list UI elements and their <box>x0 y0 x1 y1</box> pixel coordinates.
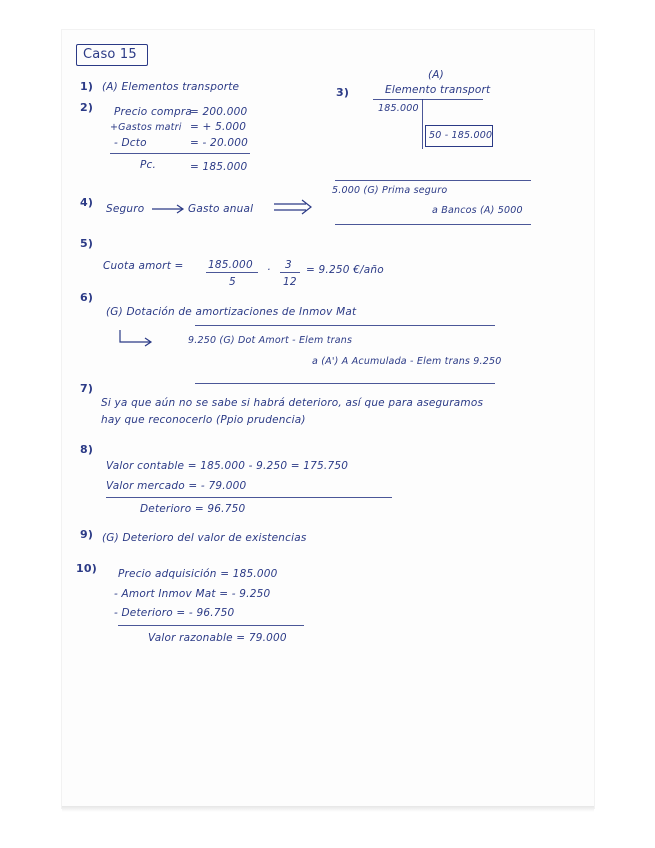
q2-row3-label: - Dcto <box>114 137 147 149</box>
q3-credit-entry: 50 - 185.000 <box>429 130 493 141</box>
question-number-7: 7) <box>80 382 94 395</box>
question-number-5: 5) <box>80 237 94 250</box>
implies-arrow-icon <box>272 199 314 215</box>
question-number-3: 3) <box>336 86 350 99</box>
t-account-top-line <box>373 99 483 100</box>
q2-row2-value: = + 5.000 <box>190 121 247 133</box>
q6-journal-top-line <box>195 325 495 326</box>
q9-text: (G) Deterioro del valor de existencias <box>102 532 307 544</box>
q10-line3: - Deterioro = - 96.750 <box>114 607 235 619</box>
q4-entry-line2: a Bancos (A) 5000 <box>432 205 523 216</box>
q5-multiply-dot: · <box>267 264 271 276</box>
question-number-6: 6) <box>80 291 94 304</box>
q4-text-left: Seguro <box>106 203 145 215</box>
question-number-8: 8) <box>80 443 94 456</box>
question-number-2: 2) <box>80 101 94 114</box>
q10-result: Valor razonable = 79.000 <box>148 632 287 644</box>
q6-text: (G) Dotación de amortizaciones de Inmov Mat <box>106 306 357 318</box>
q4-journal-top-line <box>335 180 531 181</box>
q8-result: Deterioro = 96.750 <box>140 503 246 515</box>
q5-fraction2-bar <box>280 272 300 273</box>
question-number-10: 10) <box>76 562 97 575</box>
q6-entry-line1: 9.250 (G) Dot Amort - Elem trans <box>188 335 353 346</box>
q8-line2: Valor mercado = - 79.000 <box>106 480 247 492</box>
q5-fraction1-bar <box>206 272 258 273</box>
hook-arrow-icon <box>116 328 156 348</box>
q2-sum-line <box>110 153 250 154</box>
right-arrow-icon <box>150 203 186 215</box>
q7-line1: Si ya que aún no se sabe si habrá deterioro, así que para aseguramos <box>101 397 484 409</box>
q8-line1: Valor contable = 185.000 - 9.250 = 175.750 <box>106 460 349 472</box>
q4-entry-line1: 5.000 (G) Prima seguro <box>332 185 448 196</box>
question-number-1: 1) <box>80 80 94 93</box>
q2-total-label: Pc. <box>140 159 157 171</box>
q5-label: Cuota amort = <box>103 260 184 272</box>
q2-total-value: = 185.000 <box>190 161 248 173</box>
q10-line2: - Amort Inmov Mat = - 9.250 <box>114 588 271 600</box>
page-title: Caso 15 <box>83 47 137 62</box>
q10-line1: Precio adquisición = 185.000 <box>118 568 278 580</box>
q5-fraction2-denominator: 12 <box>283 276 297 288</box>
q2-row3-value: = - 20.000 <box>190 137 249 149</box>
q5-fraction1-numerator: 185.000 <box>208 259 253 271</box>
q5-result: = 9.250 €/año <box>306 264 384 276</box>
q5-fraction1-denominator: 5 <box>229 276 236 288</box>
q10-sum-line <box>118 625 304 626</box>
q3-account-side: (A) <box>428 69 444 81</box>
q2-row1-value: = 200.000 <box>190 106 248 118</box>
q4-text-right: Gasto anual <box>188 203 254 215</box>
q6-journal-bottom-line <box>195 383 495 384</box>
q3-debit-entry: 185.000 <box>378 103 419 114</box>
t-account-divider <box>422 99 423 149</box>
q8-sum-line <box>106 497 392 498</box>
q6-entry-line2: a (A') A Acumulada - Elem trans 9.250 <box>312 356 502 367</box>
q2-row1-label: Precio compra <box>114 106 193 118</box>
answer-1-text: (A) Elementos transporte <box>102 81 240 93</box>
page-shadow <box>62 806 594 812</box>
q5-fraction2-numerator: 3 <box>285 259 292 271</box>
q4-journal-bottom-line <box>335 224 531 225</box>
q7-line2: hay que reconocerlo (Ppio prudencia) <box>101 414 306 426</box>
question-number-9: 9) <box>80 528 94 541</box>
q2-row2-label: +Gastos matri <box>110 122 182 133</box>
question-number-4: 4) <box>80 196 94 209</box>
q3-account-title: Elemento transport <box>385 84 491 96</box>
